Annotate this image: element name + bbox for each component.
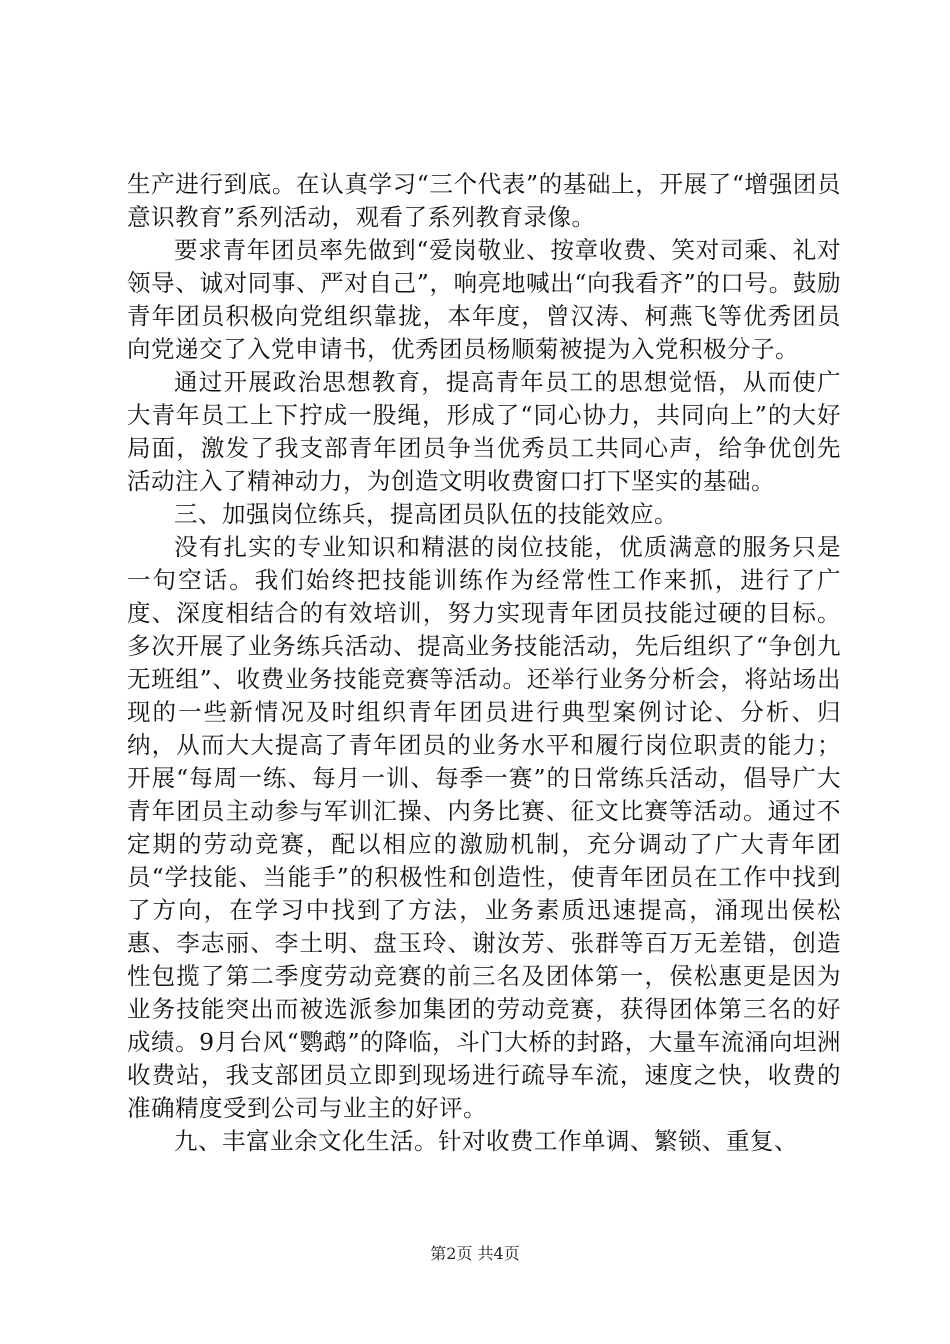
- paragraph-requirements: 要求青年团员率先做到“爱岗敬业、按章收费、笑对司乘、礼对领导、诚对同事、严对自己”，响亮地喊出“向我看齐”的口号。鼓励青年团员积极向党组织靠拢，本年度，曾汉涛、柯燕飞等优秀团员向党递交了入党申请书，优秀团员杨顺菊被提为入党积极分子。: [127, 236, 841, 363]
- document-body: [127, 168, 841, 1158]
- paragraph-political-education: 通过开展政治思想教育，提高青年员工的思想觉悟，从而使广大青年员工上下拧成一股绳，形成了“同心协力，共同向上”的大好局面，激发了我支部青年团员争当优秀员工共同心声，给争优创先活动注入了精神动力，为创造文明收费窗口打下坚实的基础。: [127, 368, 841, 495]
- paragraph-continuation: 生产进行到底。在认真学习“三个代表”的基础上，开展了“增强团员意识教育”系列活动，观看了系列教育录像。: [127, 170, 841, 231]
- paragraph-skills-training: 没有扎实的专业知识和精湛的岗位技能，优质满意的服务只是一句空话。我们始终把技能训练作为经常性工作来抓，进行了广度、深度相结合的有效培训，努力实现青年团员技能过硬的目标。多次开展了业务练兵活动、提高业务技能活动，先后组织了“争创九无班组”、收费业务技能竞赛等活动。还举行业务分析会，将站场出现的一些新情况及时组织青年团员进行典型案例讨论、分析、归纳，从而大大提高了青年团员的业务水平和履行岗位职责的能力；开展“每周一练、每月一训、每季一赛”的日常练兵活动，倡导广大青年团员主动参与军训汇操、内务比赛、征文比赛等活动。通过不定期的劳动竞赛，配以相应的激励机制，充分调动了广大青年团员“学技能、当能手”的积极性和创造性，使青年团员在工作中找到了方向，在学习中找到了方法，业务素质迅速提高，涌现出侯松惠、李志丽、李土明、盘玉玲、谢汝芳、张群等百万无差错，创造性包揽了第二季度劳动竞赛的前三名及团体第一，侯松惠更是因为业务技能突出而被选派参加集团的劳动竞赛，获得团体第三名的好成绩。9月台风“鹦鹉”的降临，斗门大桥的封路，大量车流涌向坦洲收费站，我支部团员立即到现场进行疏导车流，速度之快，收费的准确精度受到公司与业主的好评。: [127, 533, 841, 1122]
- section-heading-nine: 九、丰富业余文化生活。针对收费工作单调、繁锁、重复、: [174, 1127, 798, 1155]
- section-heading-three: 三、加强岗位练兵，提高团员队伍的技能效应。: [174, 500, 678, 528]
- page-footer: 第2页 共4页: [430, 1244, 520, 1263]
